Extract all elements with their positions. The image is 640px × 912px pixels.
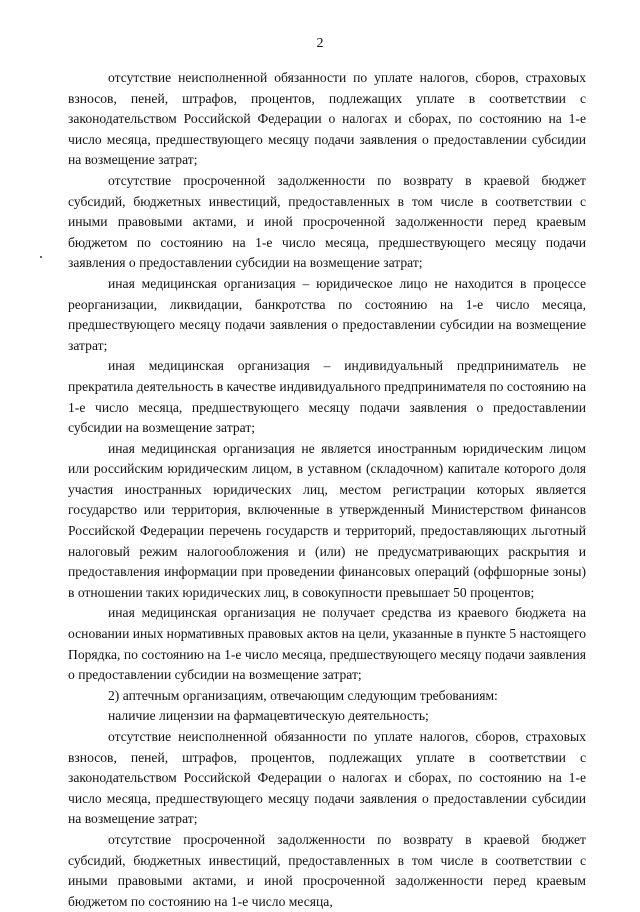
paragraph-tax-arrears: отсутствие неисполненной обязанности по уплате налогов, сборов, страховых взносов, пеней, штрафов, процентов, подлежащих уплате в соответствии с законодательством Российской Федерации о налогах и сборах, по состоянию на 1-е число месяца, предшествующего месяцу подачи заявления о предоставлении субсидии на возмещение затрат; [68,70,586,168]
paragraph-pharmacy-budget-debt: отсутствие просроченной задолженности по возврату в краевой бюджет субсидий, бюджетных инвестиций, предоставленных в том числе в соответствии с иными правовыми актами, и иной просроченной задолженности перед краевым бюджетом по состоянию на 1-е число месяца, [68,831,586,909]
paragraph-foreign-ownership: иная медицинская организация не является иностранным юридическим лицом или российским юридическим лицом, в уставном (складочном) капитале которого доля участия иностранных юридических лиц, местом регистрации которых является государство или территория, включенные в утвержденный Министерством финансов Российской Федерации перечень государств и территорий, предоставляющих льготный налоговый режим налогообложения и (или) не предусматривающих раскрытия и предоставления информации при проведении финансовых операций (оффшорные зоны) в отношении таких юридических лиц, в совокупности превышает 50 процентов; [68,440,586,600]
margin-dot [40,256,42,258]
page-number: 2 [316,36,324,51]
paragraph-entrepreneur-status: иная медицинская организация – индивидуальный предприниматель не прекратила деятельность в качестве индивидуального предпринимателя по состоянию на 1-е число месяца, предшествующего месяцу подачи заявления о предоставлении субсидии на возмещение затрат; [68,358,587,436]
paragraph-budget-debt: отсутствие просроченной задолженности по возврату в краевой бюджет субсидий, бюджетных инвестиций, предоставленных в том числе в соответствии с иными правовыми актами, и иной просроченной задолженности перед краевым бюджетом по состоянию на 1-е число месяца, предшествующего месяцу подачи заявления о предоставлении субсидии на возмещение затрат; [68,172,586,271]
document-body [68,68,586,912]
paragraph-pharmacy-license: наличие лицензии на фармацевтическую деятельность; [108,708,429,724]
paragraph-no-other-funding: иная медицинская организация не получает средства из краевого бюджета на основании иных нормативных правовых актов на цели, указанные в пункте 5 настоящего Порядка, по состоянию на 1-е число месяца, предшествующего месяцу подачи заявления о предоставлении субсидии на возмещение затрат; [68,605,586,683]
paragraph-pharmacy-heading: 2) аптечным организациям, отвечающим следующим требованиям: [108,687,498,703]
paragraph-pharmacy-tax-arrears: отсутствие неисполненной обязанности по уплате налогов, сборов, страховых взносов, пеней, штрафов, процентов, подлежащих уплате в соответствии с законодательством Российской Федерации о налогах и сборах, по состоянию на 1-е число месяца, предшествующего месяцу подачи заявления о предоставлении субсидии на возмещение затрат; [68,729,586,827]
paragraph-legal-entity-status: иная медицинская организация – юридическое лицо не находится в процессе реорганизации, ликвидации, банкротства по состоянию на 1-е число месяца, предшествующего месяцу подачи заявления о предоставлении субсидии на возмещение затрат; [68,275,586,353]
